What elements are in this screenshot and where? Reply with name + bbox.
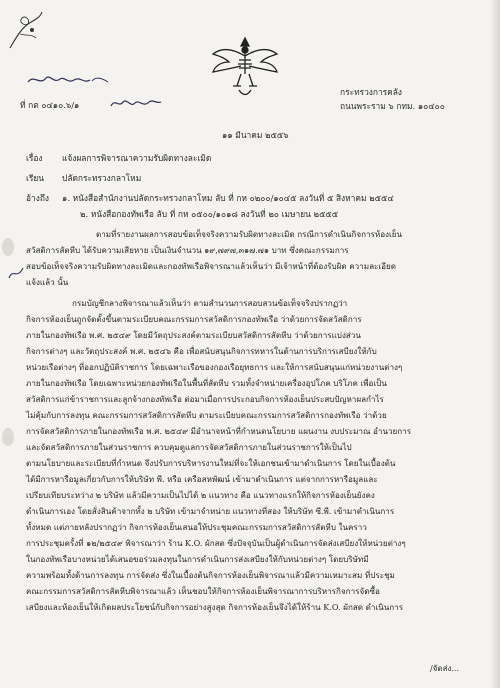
paragraph-line: สวัสดิการสัตหีบ ได้รับความเสียหาย เป็นเงินจำนวน ๑๙,๗๙๗,๓๑๗.๗๑ บาท ซึ่งคณะกรรมการ xyxy=(26,245,349,255)
paragraph-line: ตามที่รายงานผลการสอบข้อเท็จจริงความรับผิดทางละเมิด กรณีการดำเนินกิจการห้องเย็น xyxy=(96,229,403,239)
recipient: ปลัดกระทรวงกลาโหม xyxy=(62,173,142,183)
paragraph-line: ภายในกองทัพเรือ โดยเฉพาะหน่วยกองทัพเรือในพื้นที่สัตหีบ รวมทั้งจำหน่ายเครื่องอุปโภค บริโภค เพื่อเป็น xyxy=(26,378,387,388)
paragraph-line: ทั้งหมด แต่ภายหลังปรากฏว่า กิจการห้องเย็นเสนอให้ประชุมคณะกรรมการสวัสดิการสัตหีบ ในคราว xyxy=(26,522,367,532)
subject-label: เรื่อง xyxy=(26,153,43,163)
paragraph-line: และจัดสวัสดิการภายในส่วนราชการ ควบคุมดูแลการจัดสวัสดิการภายในส่วนราชการให้เป็นไป xyxy=(26,442,352,452)
reference-1: ๑. หนังสือสำนักงานปลัดกระทรวงกลาโหม ลับ ที่ กห ๐๒๐๐/๑๐๔๕ ลงวันที่ ๕ สิงหาคม ๒๕๕๔ xyxy=(62,193,394,203)
reference-number: ที่ กต ๐๔๑๐.๖/๑ xyxy=(20,100,80,110)
garuda-emblem-icon xyxy=(205,30,285,100)
paragraph-line: เปรียบเทียบระหว่าง ๒ บริษัท แล้วมีความเป็นไปได้ ๒ แนวทาง คือ แนวทางแรกให้กิจการห้องเย็นยังคง xyxy=(26,490,375,500)
paragraph-line: สวัสดิการแก่ข้าราชการและลูกจ้างกองทัพเรือ ต่อมาเมื่อการประกอบกิจการห้องเย็นประสบปัญหาผลกำไร xyxy=(26,394,384,404)
handwritten-note-signature xyxy=(24,68,114,92)
continued-marker: /จัดส่ง... xyxy=(430,664,459,673)
decorative-flourish-icon xyxy=(6,8,46,54)
paragraph-line: สอบข้อเท็จจริงความรับผิดทางละเมิดและกองทัพเรือพิจารณาแล้วเห็นว่า มีเจ้าหน้าที่ต้องรับผิด ความละเอียด xyxy=(26,261,396,271)
ministry-address: ถนนพระราม ๖ กทม. ๑๐๔๐๐ xyxy=(340,101,445,111)
paragraph-line: ความพร้อมทั้งด้านการลงทุน การจัดส่ง ซึ่งในเบื้องต้นกิจการห้องเย็นพิจารณาแล้วมีความเหมาะสม ที่ประชุม xyxy=(26,570,395,580)
paragraph-line: ไม่คุ้มกับการลงทุน คณะกรรมการสวัสดิการสัตหีบ ตามระเบียบคณะกรรมการสวัสดิการกองทัพเรือ ว่าด้วย xyxy=(26,410,387,420)
punch-hole xyxy=(2,238,14,256)
paragraph-line: หน่วยเรือต่างๆ ที่ออกปฏิบัติราชการ โดยเฉพาะเรือของกองเรือยุทธการ และให้การสนับสนุนแก่หน่วยงานต่างๆ xyxy=(26,362,403,372)
paragraph-line: เสบียงและห้องเย็นให้เกิดผลประโยชน์กับกิจการอย่างสูงสุด กิจการห้องเย็นจึงได้ให้ร้าน K.O. ผักสด ดำเนินการ xyxy=(26,602,404,612)
salutation-label: เรียน xyxy=(26,173,44,183)
paragraph-line: กิจการห้องเย็นถูกจัดตั้งขึ้นตามระเบียบคณะกรรมการสวัสดิการกองทัพเรือ ว่าด้วยการจัดสวัสดิการ xyxy=(26,314,362,324)
punch-hole xyxy=(2,428,14,446)
page-edge-shadow xyxy=(490,0,500,688)
margin-handwritten-mark xyxy=(5,262,27,284)
references-label: อ้างถึง xyxy=(26,193,49,203)
paragraph-line: กรมบัญชีกลางพิจารณาแล้วเห็นว่า ตามสำนวนการสอบสวนข้อเท็จจริงปรากฏว่า xyxy=(72,298,348,308)
paragraph-line: แจ้งแล้ว นั้น xyxy=(26,277,69,287)
handwritten-ref-number xyxy=(105,94,165,112)
subject-text: แจ้งผลการพิจารณาความรับผิดทางละเมิด xyxy=(62,153,212,163)
document-date: ๑๑ มีนาคม ๒๕๕๖ xyxy=(222,130,289,140)
paragraph-line: การจัดสวัสดิการภายในกองทัพเรือ พ.ศ. ๒๕๔๙ มีอำนาจหน้าที่กำหนดนโยบาย แผนงาน งบประมาณ อำนวยการ xyxy=(26,426,412,436)
paragraph-line: คณะกรรมการสวัสดิการสัตหีบพิจารณาแล้ว เห็นชอบให้กิจการห้องเย็นพิจารณาการบริหารกิจการจัดซื้อ xyxy=(26,586,380,596)
ministry-name: กระทรวงการคลัง xyxy=(340,87,402,97)
paragraph-line: ได้มีการหารือมูลเกี่ยวกับการให้บริษัท พี. หรือ เครือสหพัฒน์ เข้ามาดำเนินการ แต่จากการหารือมูลและ xyxy=(26,474,378,484)
paragraph-line: ตามนโยบายและระเบียบที่กำหนด จึงปรับการบริหารงานใหม่ที่จะให้เอกชนเข้ามาดำเนินการ โดยในเบื้องต้น xyxy=(26,458,396,468)
paragraph-line: ในกองทัพเรือบางหน่วยได้เสนอขอร่วมลงทุนในการดำเนินการส่งเสบียงให้กับหน่วยต่างๆ โดยบริษัทมี xyxy=(26,554,369,564)
paragraph-line: ดำเนินการเอง โดยสั่งสินค้าจากทั้ง ๒ บริษัท เข้ามาจำหน่าย แนวทางที่สอง ให้บริษัท ซี.พี. เข้ามาดำเนินการ xyxy=(26,506,395,516)
reference-2: ๒. หนังสือกองทัพเรือ ลับ ที่ กห ๐๕๐๐/๑๐๑๘ ลงวันที่ ๒๐ เมษายน ๒๕๕๕ xyxy=(80,209,339,219)
paragraph-line: ภายในกองทัพเรือ พ.ศ. ๒๕๔๙ โดยมีวัตถุประสงค์ตามระเบียบสวัสดิการสัตหีบ ว่าด้วยการแบ่งส่วน xyxy=(26,330,361,340)
paragraph-line: การประชุมครั้งที่ ๑๒/๒๕๔๙ พิจารณาว่า ร้าน K.O. ผักสด ซึ่งปัจจุบันเป็นผู้ดำเนินการจัดส่งเสบียงให้หน่วยต่างๆ xyxy=(26,538,406,548)
paragraph-line: กิจการต่างๆ และวัตถุประสงค์ พ.ศ. ๒๕๔๖ คือ เพื่อสนับสนุนกิจการทหารในด้านการบริการเสบียงให้กับ xyxy=(26,346,377,356)
